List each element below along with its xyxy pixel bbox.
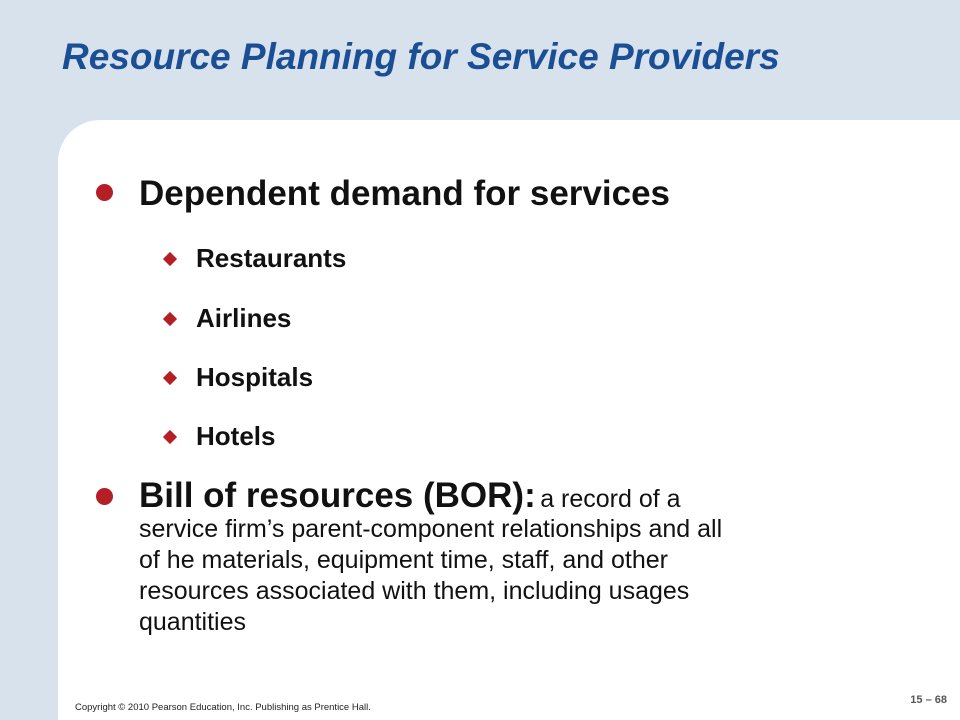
footer-copyright: Copyright © 2010 Pearson Education, Inc. Publishing as Prentice Hall. bbox=[75, 702, 371, 713]
bor-definition-line: of he materials, equipment time, staff, and other bbox=[139, 546, 668, 574]
bor-definition-line: service firm’s parent-component relationships and all bbox=[139, 515, 723, 543]
slide-title: Resource Planning for Service Providers bbox=[62, 36, 780, 77]
bor-bullet bbox=[139, 476, 899, 638]
bor-definition-inline: a record of a bbox=[540, 485, 681, 513]
bullet-dot bbox=[96, 488, 113, 505]
subitem-hospitals: Hospitals bbox=[196, 362, 314, 392]
bor-first-line bbox=[139, 476, 899, 516]
page-number: 15 – 68 bbox=[910, 694, 947, 706]
bullet-dot bbox=[96, 184, 113, 201]
bor-definition bbox=[139, 514, 899, 638]
bor-definition-line: quantities bbox=[139, 608, 247, 636]
subitem-restaurants: Restaurants bbox=[196, 243, 347, 273]
bor-definition-line: resources associated with them, including usages bbox=[139, 577, 690, 605]
bullet-dependent-demand: Dependent demand for services bbox=[139, 174, 670, 213]
subitem-hotels: Hotels bbox=[196, 421, 276, 451]
bor-term: Bill of resources (BOR): bbox=[139, 476, 536, 515]
subitem-airlines: Airlines bbox=[196, 303, 292, 333]
